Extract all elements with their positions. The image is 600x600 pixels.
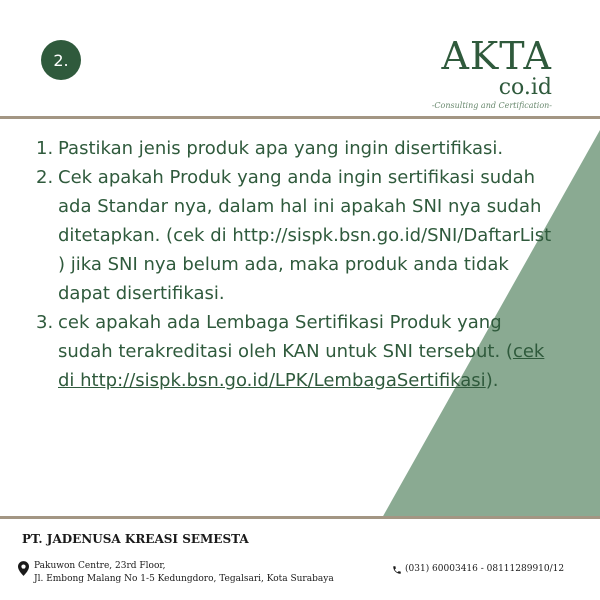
step-number: 1. (36, 138, 54, 159)
logo-tagline: -Consulting and Certification- (431, 101, 552, 110)
step-text-suffix: ). (485, 370, 499, 391)
step-text: Pastikan jenis produk apa yang ingin disertifikasi. (58, 138, 504, 159)
step-text: Cek apakah Produk yang anda ingin sertifikasi sudah ada Standar nya, dalam hal ini apakah SNI nya sudah ditetapkan. (cek di http://sispk.bsn.go.id/SNI/DaftarList ) jika SNI nya belum ada, maka produk anda tidak dapat disertifikasi. (58, 167, 552, 304)
akta-logo (432, 36, 552, 112)
step-badge-number: 2. (53, 50, 69, 70)
step-badge (41, 40, 81, 80)
lembaga-sertifikasi-link[interactable]: cek di http://sispk.bsn.go.id/LPK/LembagaSertifikasi (58, 341, 545, 391)
step-item (36, 134, 556, 163)
logo-name: AKTA (441, 34, 552, 78)
bottom-divider (0, 516, 600, 519)
footer (0, 520, 600, 600)
steps-list (36, 134, 556, 395)
logo-domain: co.id (498, 75, 552, 100)
step-item (36, 163, 556, 308)
top-divider (0, 116, 600, 119)
step-number: 3. (36, 312, 54, 333)
phone-number: (031) 60003416 - 08111289910/12 (405, 564, 565, 574)
address (34, 560, 334, 586)
address-line-2: Jl. Embong Malang No 1-5 Kedungdoro, Tegalsari, Kota Surabaya (34, 574, 334, 584)
address-line-1: Pakuwon Centre, 23rd Floor, (34, 561, 166, 571)
step-text: cek apakah ada Lembaga Sertifikasi Produk yang sudah terakreditasi oleh KAN untuk SNI tersebut. ( (58, 312, 513, 362)
step-item (36, 308, 556, 395)
location-pin-icon (18, 561, 29, 576)
step-number: 2. (36, 167, 54, 188)
company-name: PT. JADENUSA KREASI SEMESTA (22, 532, 249, 546)
phone-icon (392, 565, 402, 575)
